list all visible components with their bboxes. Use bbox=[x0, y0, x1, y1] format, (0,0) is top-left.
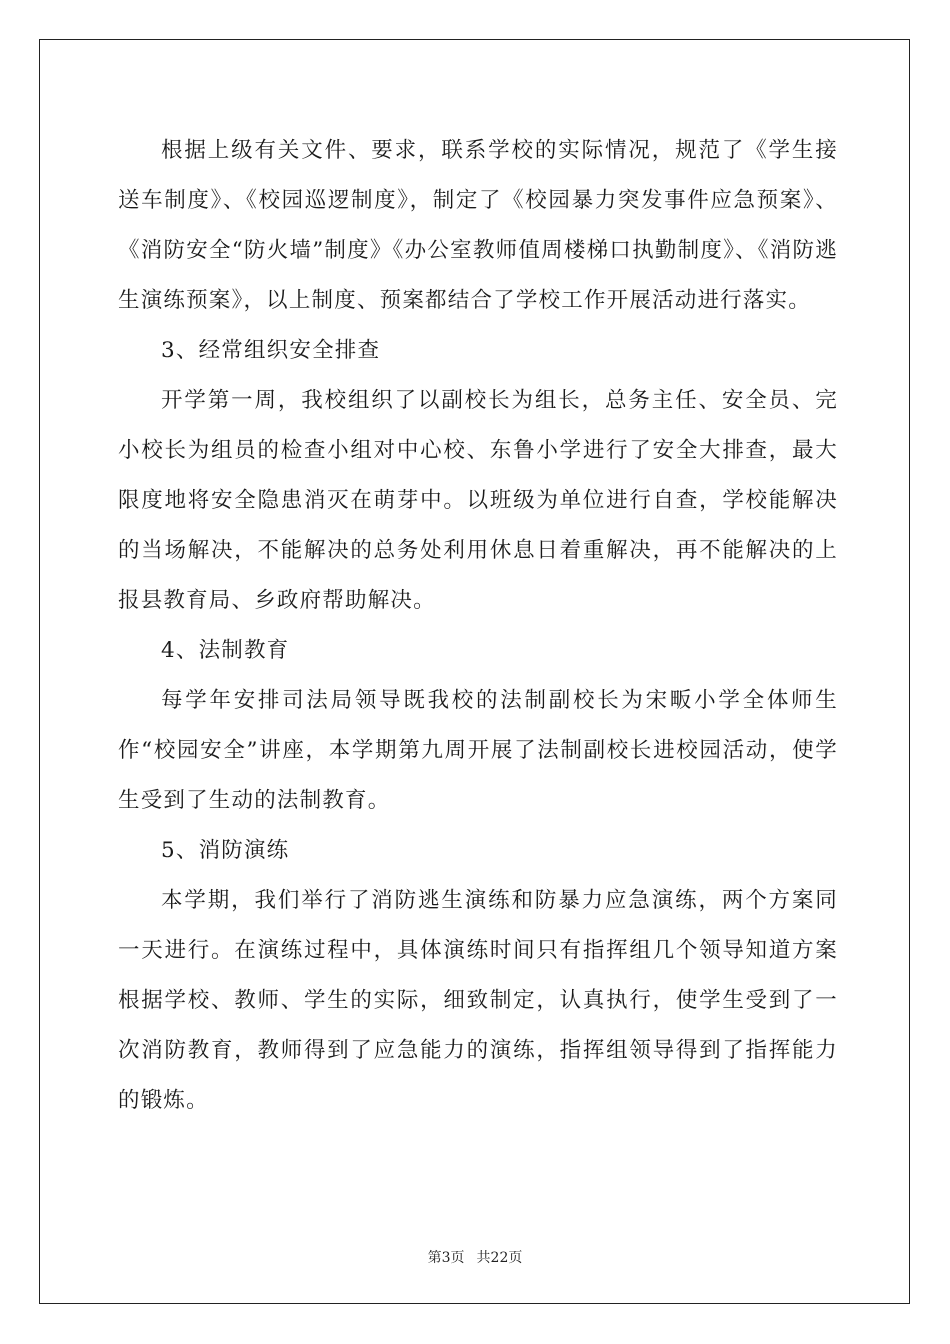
section-heading-fire-drill: 5、消防演练 bbox=[161, 838, 290, 863]
paragraph-regulations: 根据上级有关文件、要求，联系学校的实际情况，规范了《学生接送车制度》、《校园巡逻制度》，制定了《校园暴力突发事件应急预案》、《消防安全“防火墙”制度》《办公室教师值周楼梯口执勤制度》、《消防逃生演练预案》，以上制度、预案都结合了学校工作开展活动进行落实。 bbox=[118, 138, 838, 313]
section-heading-legal-education: 4、法制教育 bbox=[161, 638, 290, 663]
page-number: 第3页 bbox=[427, 1250, 465, 1266]
document-body bbox=[118, 126, 838, 1126]
page-total: 共22页 bbox=[476, 1250, 523, 1266]
section-heading-safety-inspection: 3、经常组织安全排查 bbox=[161, 338, 381, 363]
paragraph-legal-education: 每学年安排司法局领导既我校的法制副校长为宋畈小学全体师生作“校园安全”讲座，本学期第九周开展了法制副校长进校园活动，使学生受到了生动的法制教育。 bbox=[118, 688, 838, 813]
paragraph-safety-inspection: 开学第一周，我校组织了以副校长为组长，总务主任、安全员、完小校长为组员的检查小组对中心校、东鲁小学进行了安全大排查，最大限度地将安全隐患消灭在萌芽中。以班级为单位进行自查，学校能解决的当场解决，不能解决的总务处利用休息日着重解决，再不能解决的上报县教育局、乡政府帮助解决。 bbox=[118, 388, 838, 613]
paragraph-fire-drill: 本学期，我们举行了消防逃生演练和防暴力应急演练，两个方案同一天进行。在演练过程中，具体演练时间只有指挥组几个领导知道方案根据学校、教师、学生的实际，细致制定，认真执行，使学生受到了一次消防教育，教师得到了应急能力的演练，指挥组领导得到了指挥能力的锻炼。 bbox=[118, 888, 838, 1113]
page-footer bbox=[0, 1247, 950, 1267]
